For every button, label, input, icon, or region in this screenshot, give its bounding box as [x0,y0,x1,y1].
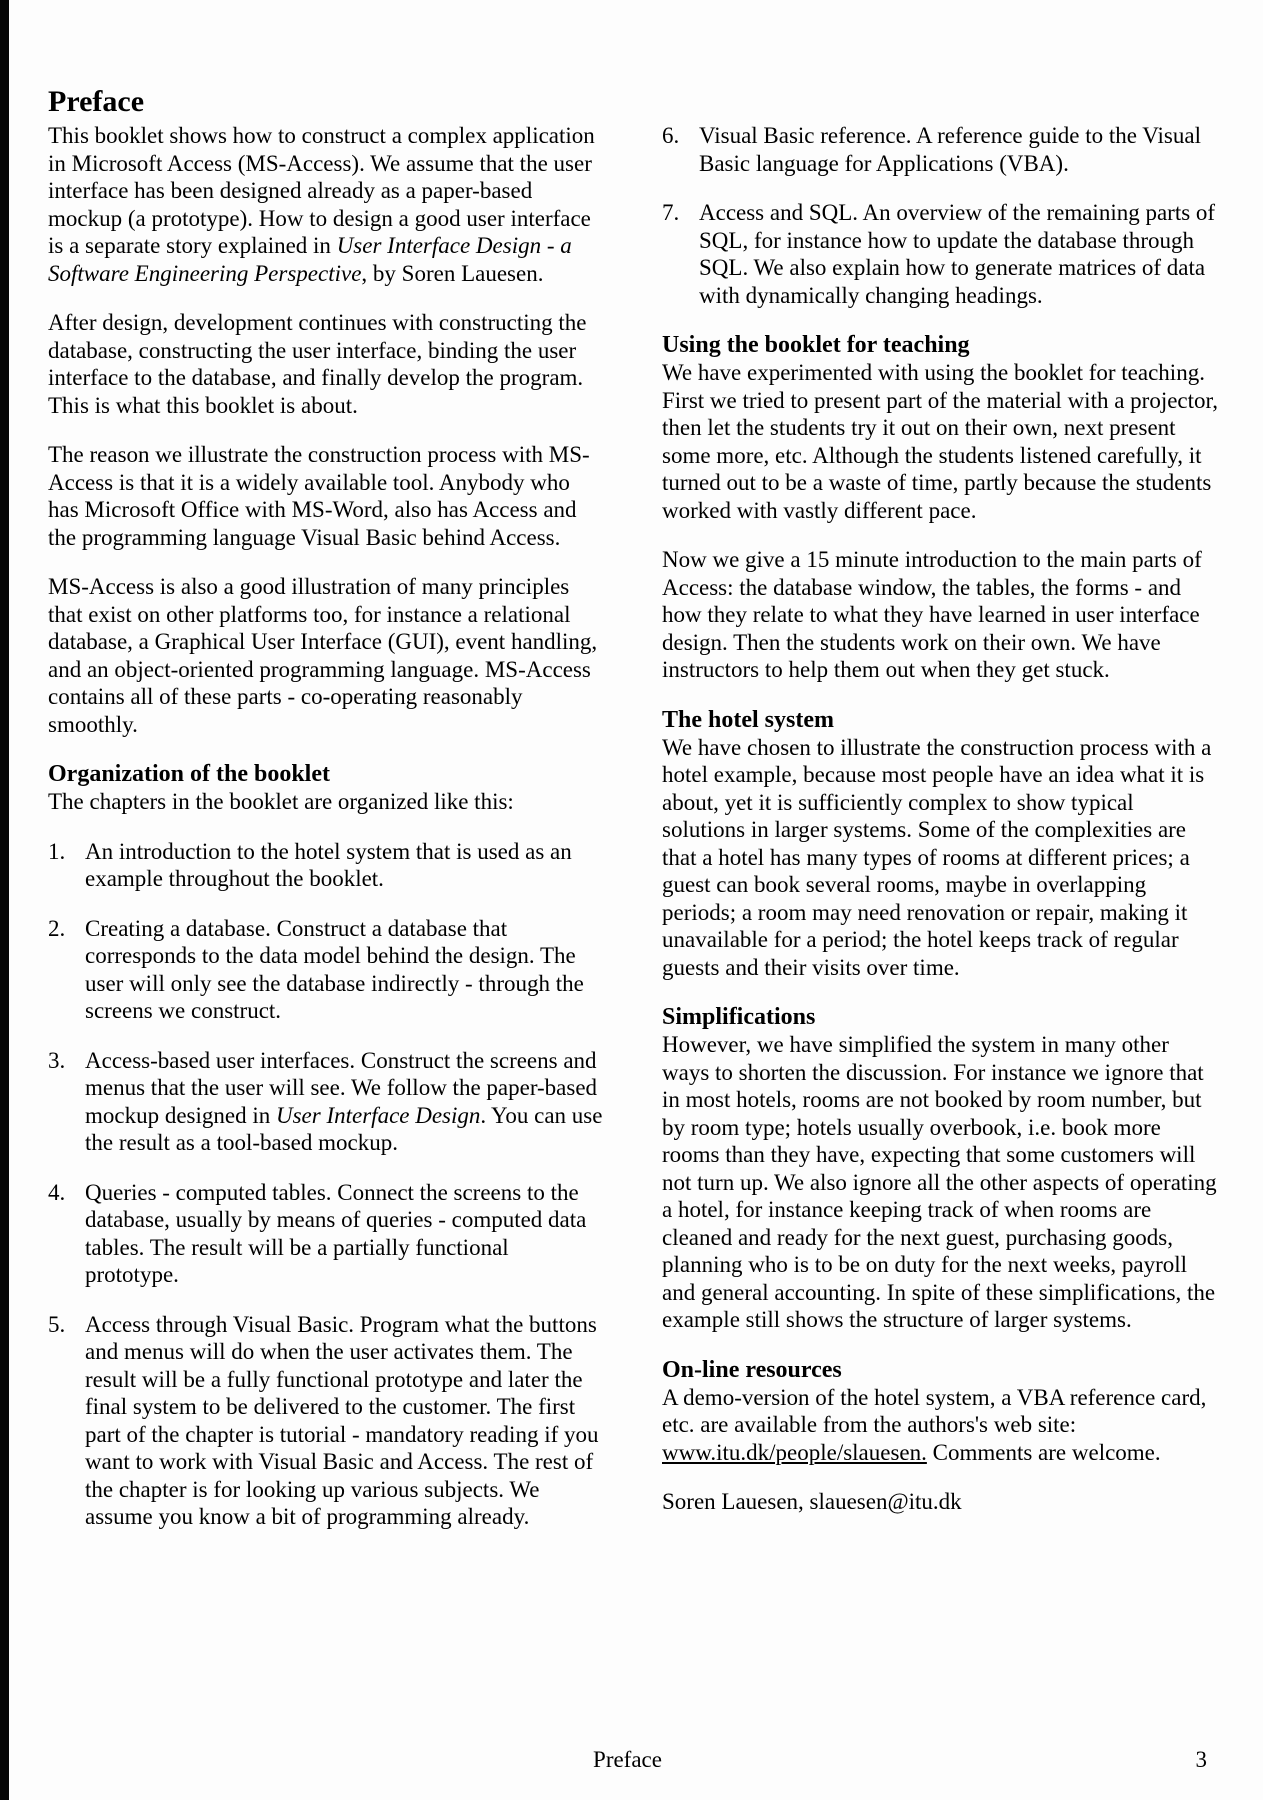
chapter-list [48,838,605,1531]
page-footer [48,1746,1207,1776]
list-item-text: Access through Visual Basic. Program what the buttons and menus will do when the user activates them. The result will be a fully functional prototype and later the final system to be delivered to the customer. The first part of the chapter is tutorial - mandatory reading if you want to work with Visual Basic and Access. The rest of the chapter is for looking up various subjects. We assume you know a bit of programming already. [85,1311,599,1529]
paragraph-text: . You can use the result as a tool-based mockup. [85,1102,603,1155]
list-item [48,915,605,1025]
section-heading-organization: Organization of the booklet [48,761,330,787]
list-item-text [85,1047,605,1157]
intro-paragraph-4: MS-Access is also a good illustration of many principles that exist on other platforms too, for instance a relational database, a Graphical User Interface (GUI), event handling, and an object-oriented programming language. MS-Access contains all of these parts - co-operating reasonably smoothly. [48,574,598,737]
simplifications-paragraph: However, we have simplified the system in many other ways to shorten the discussion. For instance we ignore that in most hotels, rooms are not booked by room number, but by room type; hotels usually overbook, i.e. book more rooms than they have, expecting that some customers will not turn up. We also ignore all the other aspects of operating a hotel, for instance keeping track of when rooms are cleaned and ready for the next guest, purchasing goods, planning who is to be on duty for the next weeks, payroll and general accounting. In spite of these simplifications, the example still shows the structure of larger systems. [662,1032,1217,1332]
website-link[interactable]: www.itu.dk/people/slauesen. [662,1439,927,1465]
book-title-italic: User Interface Design - a Software Engineering Perspective [48,233,572,286]
list-item [662,122,1219,177]
list-item-text: Queries - computed tables. Connect the screens to the database, usually by means of queries - computed data tables. The result will be a partially functional prototype. [85,1179,587,1287]
online-resources-paragraph [662,1384,1219,1467]
list-item-number: 2. [48,915,66,941]
paragraph-text: A demo-version of the hotel system, a VBA reference card, etc. are available from the authors's web site: [662,1384,1207,1437]
section-heading-hotel-system: The hotel system [662,706,834,733]
page-number: 3 [1195,1747,1207,1772]
footer-title: Preface [593,1747,662,1772]
left-column [48,84,605,1553]
intro-paragraph-1 [48,122,605,287]
list-item-number: 7. [662,200,680,225]
teaching-paragraph-2: Now we give a 15 minute introduction to the main parts of Access: the database window, the tables, the forms - and how they relate to what they have learned in user interface design. Then the students work on their own. We have instructors to help them out when they get stuck. [662,547,1202,682]
page-content [48,84,1219,1553]
list-item [48,838,605,893]
section-heading-teaching: Using the booklet for teaching [662,332,970,358]
intro-paragraph-3: The reason we illustrate the construction process with MS-Access is that it is a widely available tool. Anybody who has Microsoft Office with MS-Word, also has Access and the programming language Visual Basic behind Access. [48,442,590,550]
list-item [48,1047,605,1157]
chapter-list-continued [662,122,1219,309]
section-heading-simplifications: Simplifications [662,1004,816,1030]
list-item-number: 4. [48,1179,66,1205]
list-item-number: 5. [48,1311,66,1337]
list-item-text: Creating a database. Construct a database that corresponds to the data model behind the design. The user will only see the database indirectly - through the screens we construct. [85,915,584,1023]
intro-paragraph-2: After design, development continues with constructing the database, constructing the user interface, binding the user interface to the database, and finally develop the program. This is what this booklet is about. [48,310,587,418]
teaching-paragraph-1: We have experimented with using the booklet for teaching. First we tried to present part of the material with a projector, then let the students try it out on their own, next present some more, etc. Although the students listened carefully, it turned out to be a waste of time, partly because the students worked with vastly different pace. [662,360,1219,523]
paragraph-text: Comments are welcome. [926,1439,1161,1465]
section-heading-online-resources: On-line resources [662,1356,842,1383]
scan-edge-artifact [0,0,9,1800]
list-item-text: Access and SQL. An overview of the remaining parts of SQL, for instance how to update the database through SQL. We also explain how to generate matrices of data with dynamically changing headings. [699,200,1216,308]
list-item-text: An introduction to the hotel system that is used as an example throughout the booklet. [85,838,572,891]
page-title: Preface [48,85,145,118]
list-item [662,199,1219,309]
list-item-number: 6. [662,123,680,148]
organization-lead: The chapters in the booklet are organized like this: [48,789,514,814]
list-item-number: 1. [48,838,66,864]
right-column [662,84,1219,1553]
paragraph-text: This booklet shows how to construct a complex application in Microsoft Access (MS-Access). We assume that the user interface has been designed already as a paper-based mockup (a prototype). How to design a good user interface is a separate story explained in [48,123,595,258]
hotel-system-paragraph: We have chosen to illustrate the construction process with a hotel example, because most people have an idea what it is about, yet it is sufficiently complex to show typical solutions in larger systems. Some of the complexities are that a hotel has many types of rooms at different prices; a guest can book several rooms, maybe in overlapping periods; a room may need renovation or repair, making it unavailable for a period; the hotel keeps track of regular guests and their visits over time. [662,734,1212,980]
paragraph-text: Access-based user interfaces. Construct the screens and menus that the user will see. We follow the paper-based mockup designed in [85,1047,598,1128]
list-item [48,1179,605,1289]
author-signature: Soren Lauesen, slauesen@itu.dk [662,1489,962,1514]
paragraph-text: , by Soren Lauesen. [361,260,544,286]
list-item-number: 3. [48,1047,66,1073]
list-item [48,1311,605,1531]
book-title-italic: User Interface Design [276,1102,481,1128]
list-item-text: Visual Basic reference. A reference guide to the Visual Basic language for Applications (VBA). [699,123,1201,176]
